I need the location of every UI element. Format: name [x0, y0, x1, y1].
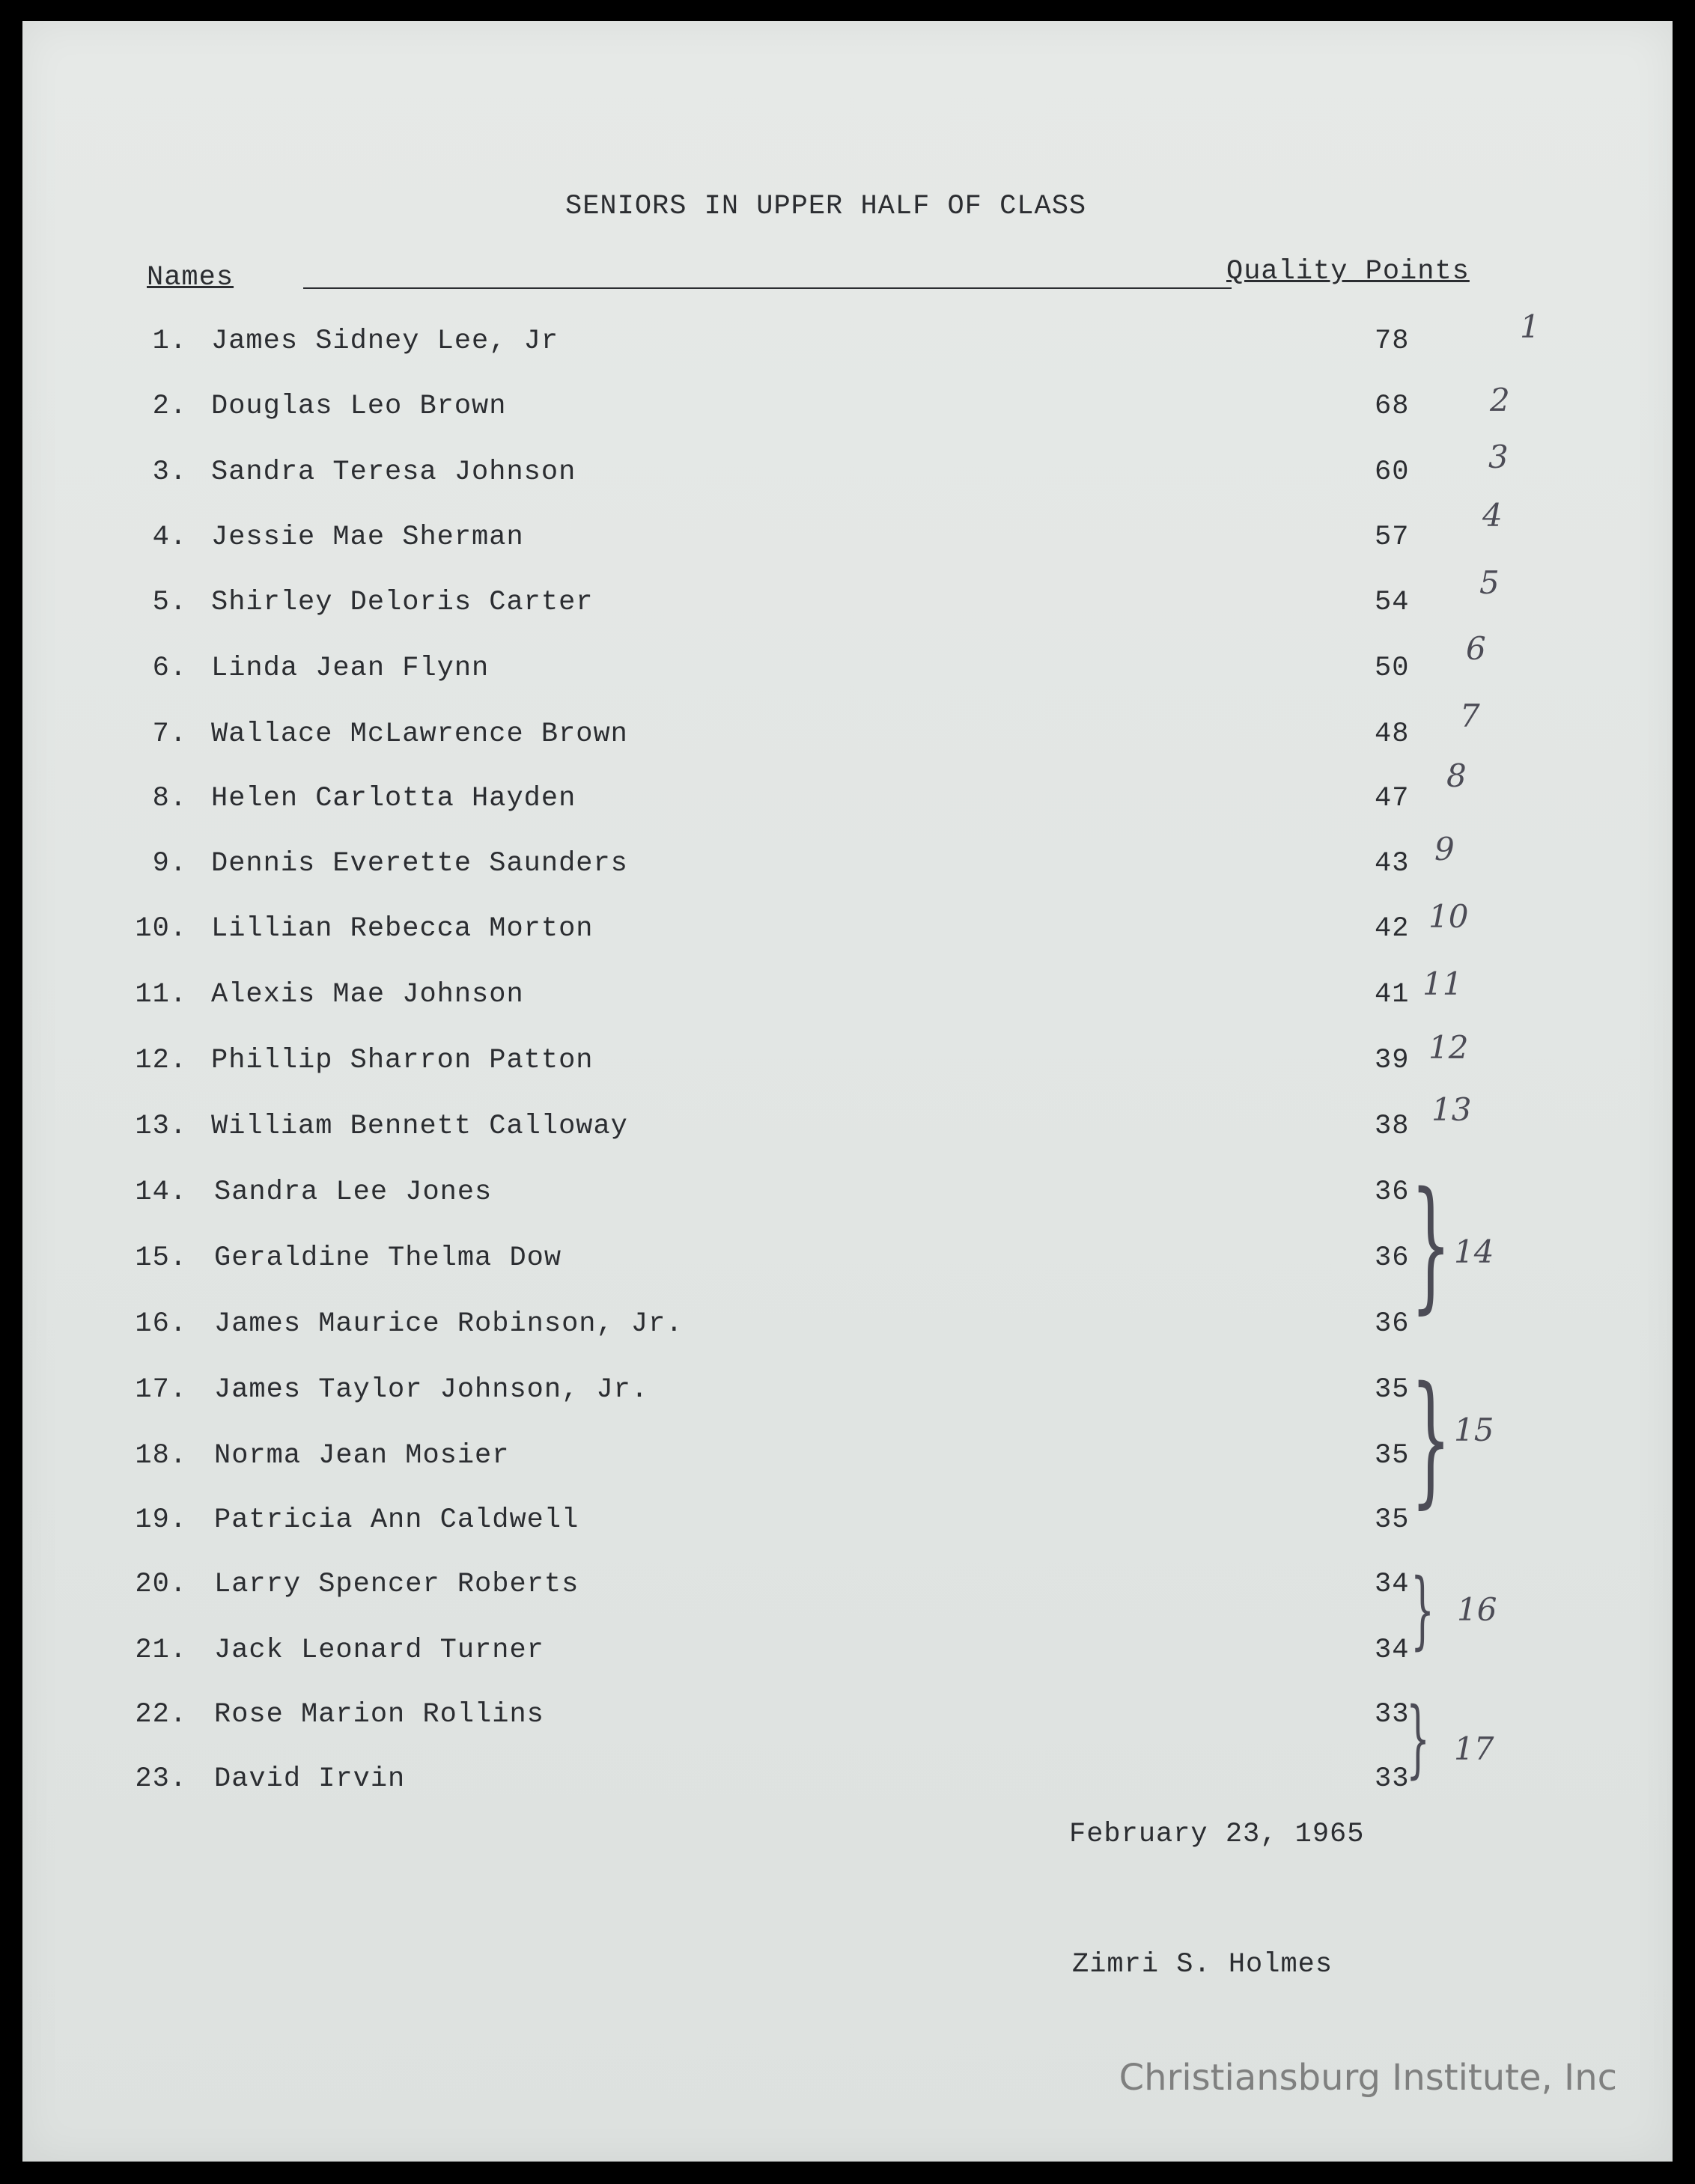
names-column-header: Names — [147, 262, 234, 293]
handwritten-rank: 6 — [1466, 630, 1486, 667]
row-number: 16. — [135, 1308, 187, 1340]
row-number: 6. — [152, 653, 187, 684]
row-number: 13. — [135, 1111, 187, 1142]
handwritten-rank: 11 — [1422, 966, 1463, 1002]
student-name: Norma Jean Mosier — [214, 1440, 510, 1471]
row-number: 19. — [135, 1504, 187, 1536]
quality-points-column-header: Quality Points — [1226, 256, 1470, 287]
watermark: Christiansburg Institute, Inc — [1119, 2057, 1617, 2099]
quality-points-value: 35 — [1375, 1374, 1410, 1406]
document-title: SENIORS IN UPPER HALF OF CLASS — [565, 191, 1087, 222]
quality-points-value: 33 — [1375, 1699, 1410, 1730]
row-number: 8. — [152, 783, 187, 814]
quality-points-value: 35 — [1375, 1440, 1410, 1471]
quality-points-value: 48 — [1375, 719, 1410, 750]
row-number: 18. — [135, 1440, 187, 1471]
handwritten-rank: 13 — [1431, 1091, 1472, 1128]
tie-brace: } — [1411, 1356, 1452, 1522]
row-number: 7. — [152, 719, 187, 750]
handwritten-rank: 17 — [1454, 1730, 1494, 1767]
student-name: Patricia Ann Caldwell — [214, 1504, 579, 1536]
student-name: James Taylor Johnson, Jr. — [214, 1374, 649, 1406]
quality-points-value: 50 — [1375, 653, 1410, 684]
row-number: 12. — [135, 1045, 187, 1076]
row-number: 21. — [135, 1635, 187, 1666]
tie-brace: } — [1406, 1690, 1431, 1787]
quality-points-value: 34 — [1375, 1569, 1410, 1600]
row-number: 23. — [135, 1763, 187, 1795]
handwritten-rank: 1 — [1520, 308, 1540, 345]
quality-points-value: 39 — [1375, 1045, 1410, 1076]
student-name: Rose Marion Rollins — [214, 1699, 544, 1730]
row-number: 11. — [135, 979, 187, 1010]
quality-points-value: 36 — [1375, 1308, 1410, 1340]
row-number: 4. — [152, 522, 187, 553]
student-name: Douglas Leo Brown — [211, 391, 507, 422]
handwritten-rank: 7 — [1460, 698, 1480, 734]
student-name: William Bennett Calloway — [211, 1111, 628, 1142]
student-name: James Sidney Lee, Jr — [211, 326, 559, 357]
tie-brace: } — [1411, 1162, 1452, 1327]
row-number: 1. — [152, 326, 187, 357]
student-name: David Irvin — [214, 1763, 406, 1795]
quality-points-value: 47 — [1375, 783, 1410, 814]
quality-points-value: 34 — [1375, 1635, 1410, 1666]
row-number: 22. — [135, 1699, 187, 1730]
quality-points-value: 43 — [1375, 848, 1410, 879]
quality-points-value: 38 — [1375, 1111, 1410, 1142]
student-name: Phillip Sharron Patton — [211, 1045, 594, 1076]
row-number: 5. — [152, 587, 187, 618]
row-number: 17. — [135, 1374, 187, 1406]
row-number: 2. — [152, 391, 187, 422]
handwritten-rank: 14 — [1454, 1233, 1494, 1270]
student-name: Dennis Everette Saunders — [211, 848, 628, 879]
handwritten-rank: 9 — [1434, 831, 1455, 867]
handwritten-rank: 12 — [1428, 1029, 1469, 1066]
tie-brace: } — [1411, 1561, 1435, 1659]
row-number: 14. — [135, 1177, 187, 1208]
student-name: Sandra Lee Jones — [214, 1177, 493, 1208]
handwritten-rank: 4 — [1482, 497, 1503, 534]
student-name: Helen Carlotta Hayden — [211, 783, 576, 814]
quality-points-value: 41 — [1375, 979, 1410, 1010]
quality-points-value: 78 — [1375, 326, 1410, 357]
quality-points-value: 33 — [1375, 1763, 1410, 1795]
handwritten-rank: 2 — [1490, 382, 1510, 418]
document-date: February 23, 1965 — [1069, 1819, 1365, 1850]
signature-name: Zimri S. Holmes — [1072, 1949, 1333, 1980]
quality-points-value: 60 — [1375, 457, 1410, 488]
handwritten-rank: 15 — [1454, 1412, 1494, 1448]
quality-points-value: 36 — [1375, 1177, 1410, 1208]
student-name: Geraldine Thelma Dow — [214, 1242, 562, 1274]
student-name: Linda Jean Flynn — [211, 653, 490, 684]
quality-points-value: 68 — [1375, 391, 1410, 422]
student-name: Larry Spencer Roberts — [214, 1569, 579, 1600]
student-name: James Maurice Robinson, Jr. — [214, 1308, 684, 1340]
header-underline — [303, 287, 1232, 289]
quality-points-value: 36 — [1375, 1242, 1410, 1274]
row-number: 10. — [135, 913, 187, 945]
student-name: Alexis Mae Johnson — [211, 979, 524, 1010]
student-name: Wallace McLawrence Brown — [211, 719, 628, 750]
row-number: 20. — [135, 1569, 187, 1600]
quality-points-value: 57 — [1375, 522, 1410, 553]
handwritten-rank: 10 — [1428, 898, 1469, 935]
quality-points-value: 54 — [1375, 587, 1410, 618]
student-name: Jack Leonard Turner — [214, 1635, 544, 1666]
student-name: Lillian Rebecca Morton — [211, 913, 594, 945]
handwritten-rank: 3 — [1488, 439, 1509, 475]
handwritten-rank: 8 — [1446, 757, 1467, 794]
row-number: 15. — [135, 1242, 187, 1274]
row-number: 9. — [152, 848, 187, 879]
student-name: Jessie Mae Sherman — [211, 522, 524, 553]
handwritten-rank: 16 — [1457, 1591, 1497, 1628]
student-name: Shirley Deloris Carter — [211, 587, 594, 618]
quality-points-value: 35 — [1375, 1504, 1410, 1536]
student-name: Sandra Teresa Johnson — [211, 457, 576, 488]
quality-points-value: 42 — [1375, 913, 1410, 945]
handwritten-rank: 5 — [1479, 564, 1500, 601]
row-number: 3. — [152, 457, 187, 488]
